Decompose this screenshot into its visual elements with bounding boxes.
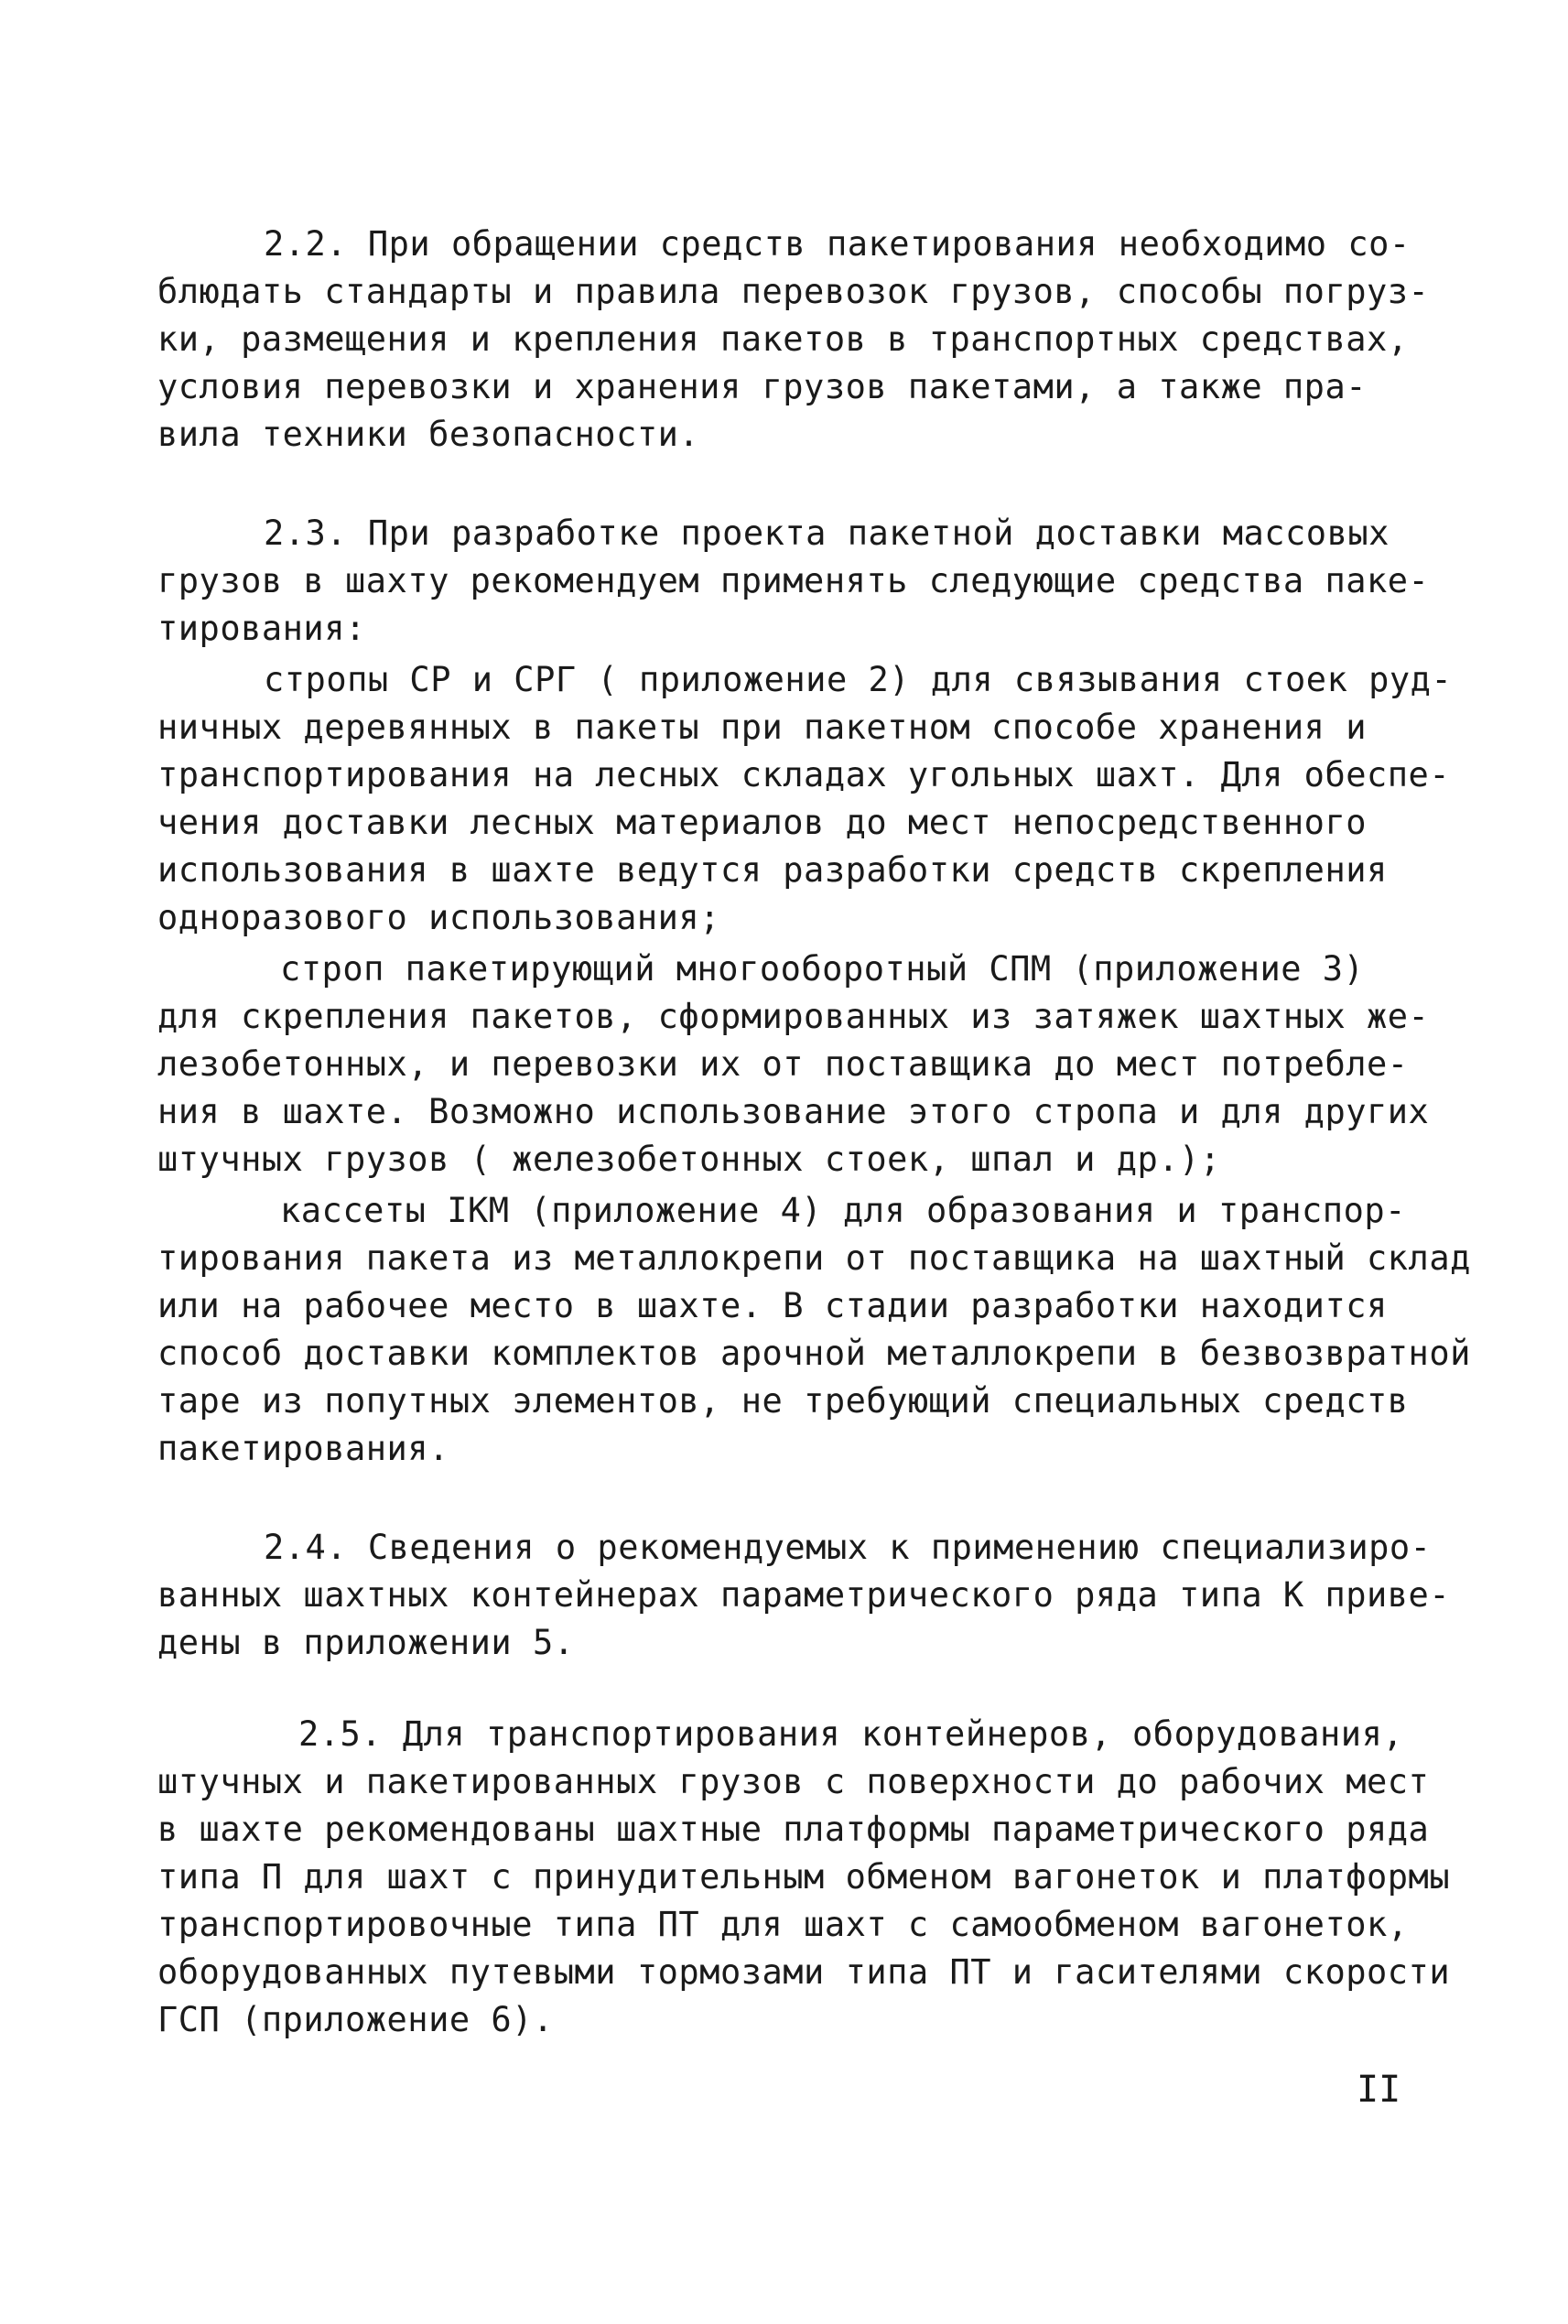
text-line: транспортирования на лесных складах угольных шахт. Для обеспе- — [157, 755, 1451, 794]
text-line: или на рабочее место в шахте. В стадии разработки находится — [157, 1286, 1388, 1325]
text-line: штучных и пакетированных грузов с поверхности до рабочих мест — [157, 1762, 1430, 1801]
text-line: тирования пакета из металлокрепи от поставщика на шахтный склад — [157, 1238, 1471, 1278]
text-line: строп пакетирующий многооборотный СПМ (приложение 3) — [280, 949, 1365, 989]
text-line: ничных деревянных в пакеты при пакетном способе хранения и — [157, 708, 1368, 747]
text-line: ванных шахтных контейнерах параметрического ряда типа К приве- — [157, 1575, 1451, 1615]
text-line: 2.5. Для транспортирования контейнеров, оборудования, — [298, 1714, 1404, 1754]
text-line: ГСП (приложение 6). — [157, 2000, 554, 2039]
text-line: 2.4. Сведения о рекомендуемых к применению специализиро- — [264, 1528, 1432, 1567]
text-line: оборудованных путевыми тормозами типа ПТ и гасителями скорости — [157, 1952, 1451, 1992]
text-line: вила техники безопасности. — [157, 415, 700, 454]
text-line: таре из попутных элементов, не требующий специальных средств — [157, 1381, 1409, 1421]
text-line: ния в шахте. Возможно использование этого стропа и для других — [157, 1092, 1430, 1131]
text-line: лезобетонных, и перевозки их от поставщика до мест потребле- — [157, 1044, 1409, 1084]
text-line: условия перевозки и хранения грузов пакетами, а также пра- — [157, 367, 1368, 406]
text-line: 2.3. При разработке проекта пакетной доставки массовых — [264, 513, 1390, 553]
text-line: тирования: — [157, 609, 366, 648]
text-line: для скрепления пакетов, сформированных из затяжек шахтных же- — [157, 997, 1430, 1036]
text-line: дены в приложении 5. — [157, 1623, 575, 1662]
text-line: грузов в шахту рекомендуем применять следующие средства паке- — [157, 561, 1430, 600]
text-line: чения доставки лесных материалов до мест непосредственного — [157, 803, 1368, 842]
text-line: транспортировочные типа ПТ для шахт с самообменом вагонеток, — [157, 1905, 1409, 1944]
text-line: одноразового использования; — [157, 898, 720, 937]
text-line: типа П для шахт с принудительным обменом вагонеток и платформы — [157, 1857, 1451, 1897]
text-line: ки, размещения и крепления пакетов в транспортных средствах, — [157, 319, 1409, 359]
text-line: пакетирования. — [157, 1429, 449, 1468]
text-line: в шахте рекомендованы шахтные платформы параметрического ряда — [157, 1810, 1430, 1849]
text-line: стропы СР и СРГ ( приложение 2) для связывания стоек руд- — [264, 660, 1453, 699]
text-line: штучных грузов ( железобетонных стоек, шпал и др.); — [157, 1140, 1221, 1179]
text-line: 2.2. При обращении средств пакетирования необходимо со- — [264, 224, 1411, 264]
text-line: использования в шахте ведутся разработки средств скрепления — [157, 850, 1388, 890]
text-line: кассеты IKM (приложение 4) для образования и транспор- — [280, 1191, 1406, 1230]
page-number: II — [1357, 2069, 1401, 2111]
text-line: способ доставки комплектов арочной металлокрепи в безвозвратной — [157, 1334, 1471, 1373]
text-line: блюдать стандарты и правила перевозок грузов, способы погруз- — [157, 272, 1430, 311]
